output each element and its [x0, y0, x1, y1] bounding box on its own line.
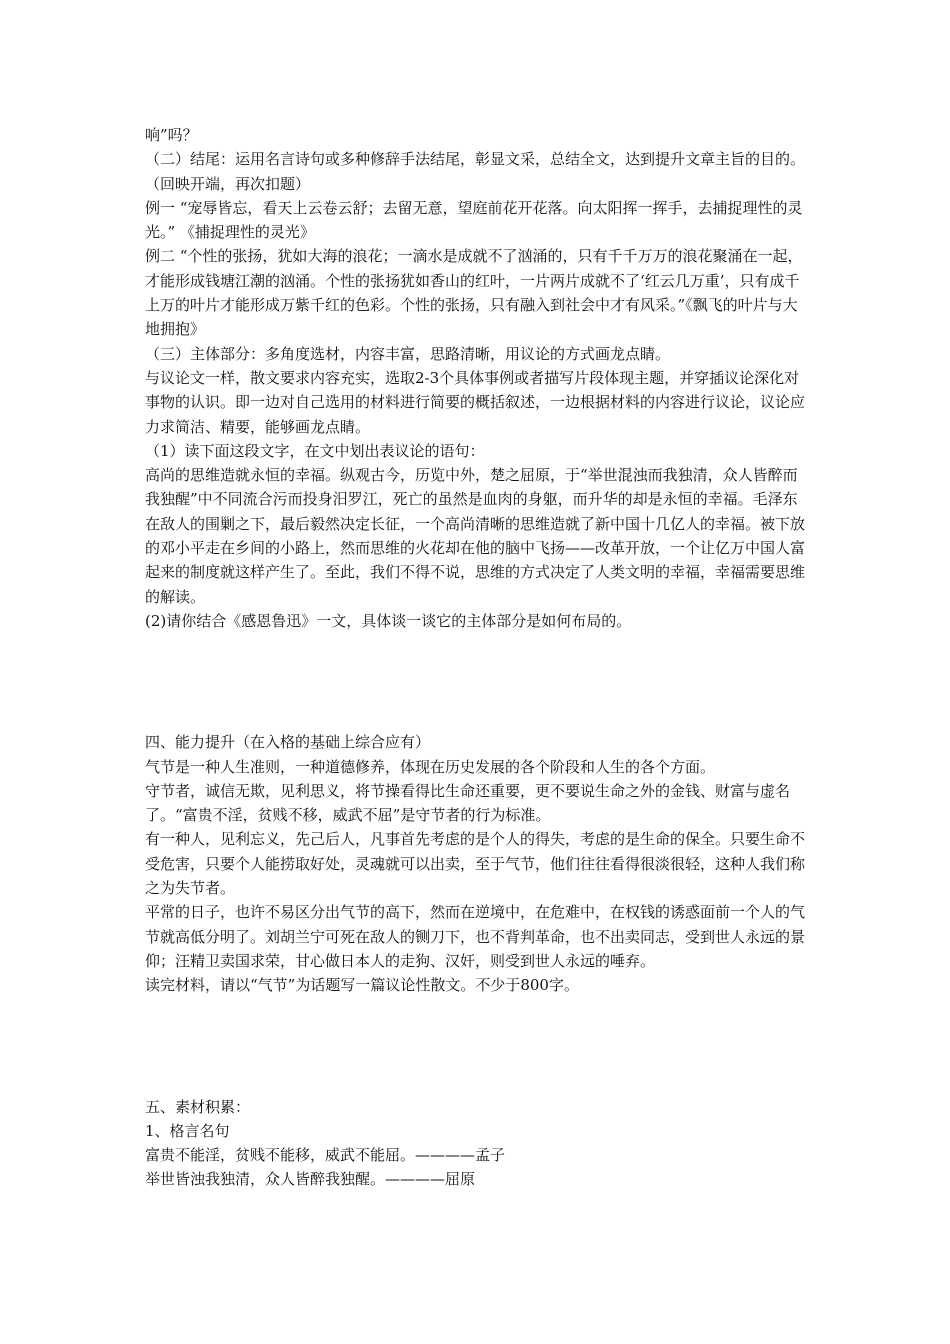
task-one: （1）读下面这段文字，在文中划出表议论的语句：: [145, 441, 485, 460]
example-two: 例二 “个性的张扬，犹如大海的浪花；一滴水是成就不了汹涌的，只有千千万万的浪花聚涌在一起，才能形成钱塘江潮的汹涌。个性的张扬犹如香山的红叶，一片两片成就不了‘红云几万重’，只有成千上万的叶片才能形成万紫千红的色彩。个性的张扬，只有融入到社会中才有风采。”《飘飞的叶片与大地拥抱》: [145, 247, 803, 339]
subheading-quotes: 1、格言名句: [145, 1121, 230, 1140]
body-description: 与议论文一样，散文要求内容充实，选取2-3个具体事例或者描写片段体现主题，并穿插议论深化对事物的认识。即一边对自己选用的材料进行简要的概括叙述，一边根据材料的内容进行议论，议论应力求简洁、精要，能够画龙点睛。: [145, 368, 806, 436]
task-two: (2)请你结合《感恩鲁迅》一文，具体谈一谈它的主体部分是如何布局的。: [145, 611, 632, 630]
material-paragraph-2: 守节者，诚信无欺，见利思义，将节操看得比生命还重要，更不要说生命之外的金钱、财富与虚名了。“富贵不淫，贫贱不移，威武不屈”是守节者的行为标准。: [145, 781, 791, 825]
writing-prompt: 读完材料，请以“气节”为话题写一篇议论性散文。不少于800字。: [145, 976, 579, 995]
paragraph-continuation: 响”吗？: [145, 126, 198, 144]
quote-mencius: 富贵不能淫，贫贱不能移，威武不能屈。————孟子: [145, 1146, 506, 1165]
material-paragraph-3: 有一种人，见利忘义，先己后人，凡事首先考虑的是个人的得失，考虑的是生命的保全。只要生命不受危害，只要个人能捞取好处，灵魂就可以出卖，至于气节，他们往往看得很淡很轻，这种人我们称之为失节者。: [145, 830, 806, 898]
section-four-heading: 四、能力提升（在入格的基础上综合应有）: [145, 733, 431, 752]
document-page: [145, 123, 810, 1192]
answer-space: [145, 633, 810, 730]
body-heading: （三）主体部分：多角度选材，内容丰富，思路清晰，用议论的方式画龙点睛。: [145, 344, 671, 363]
material-paragraph-4: 平常的日子，也许不易区分出气节的高下，然而在逆境中，在危难中，在权钱的诱惑面前一个人的气节就高低分明了。刘胡兰宁可死在敌人的铡刀下，也不背判革命，也不出卖同志，受到世人永远的景仰；汪精卫卖国求荣，甘心做日本人的走狗、汉奸，则受到世人永远的唾弃。: [145, 903, 806, 970]
example-one: 例一 “宠辱皆忘，看天上云卷云舒；去留无意，望庭前花开花落。向太阳挥一挥手，去捕捉理性的灵光。” 《捕捉理性的灵光》: [145, 198, 803, 242]
material-paragraph-1: 气节是一种人生准则，一种道德修养，体现在历史发展的各个阶段和人生的各个方面。: [145, 757, 716, 776]
reading-passage: 高尚的思维造就永恒的幸福。纵观古今，历览中外，楚之屈原，于“举世混浊而我独清，众人皆醉而我独醒”中不同流合污而投身汨罗江，死亡的虽然是血肉的身躯，而升华的却是永恒的幸福。毛泽东在敌人的围剿之下，最后毅然决定长征，一个高尚清晰的思维造就了新中国十几亿人的幸福。被下放的邓小平走在乡间的小路上，然而思维的火花却在他的脑中飞扬——改革开放，一个让亿万中国人富起来的制度就这样产生了。至此，我们不得不说，思维的方式决定了人类文明的幸福，幸福需要思维的解读。: [145, 466, 806, 606]
quote-quyuan: 举世皆浊我独清，众人皆醉我独醒。————屈原: [145, 1170, 476, 1189]
section-five-heading: 五、素材积累：: [145, 1097, 251, 1116]
section-spacer: [145, 998, 810, 1095]
ending-heading: （二）结尾：运用名言诗句或多种修辞手法结尾，彰显文采，总结全文，达到提升文章主旨的目的。（回映开端，再次扣题）: [145, 150, 806, 193]
